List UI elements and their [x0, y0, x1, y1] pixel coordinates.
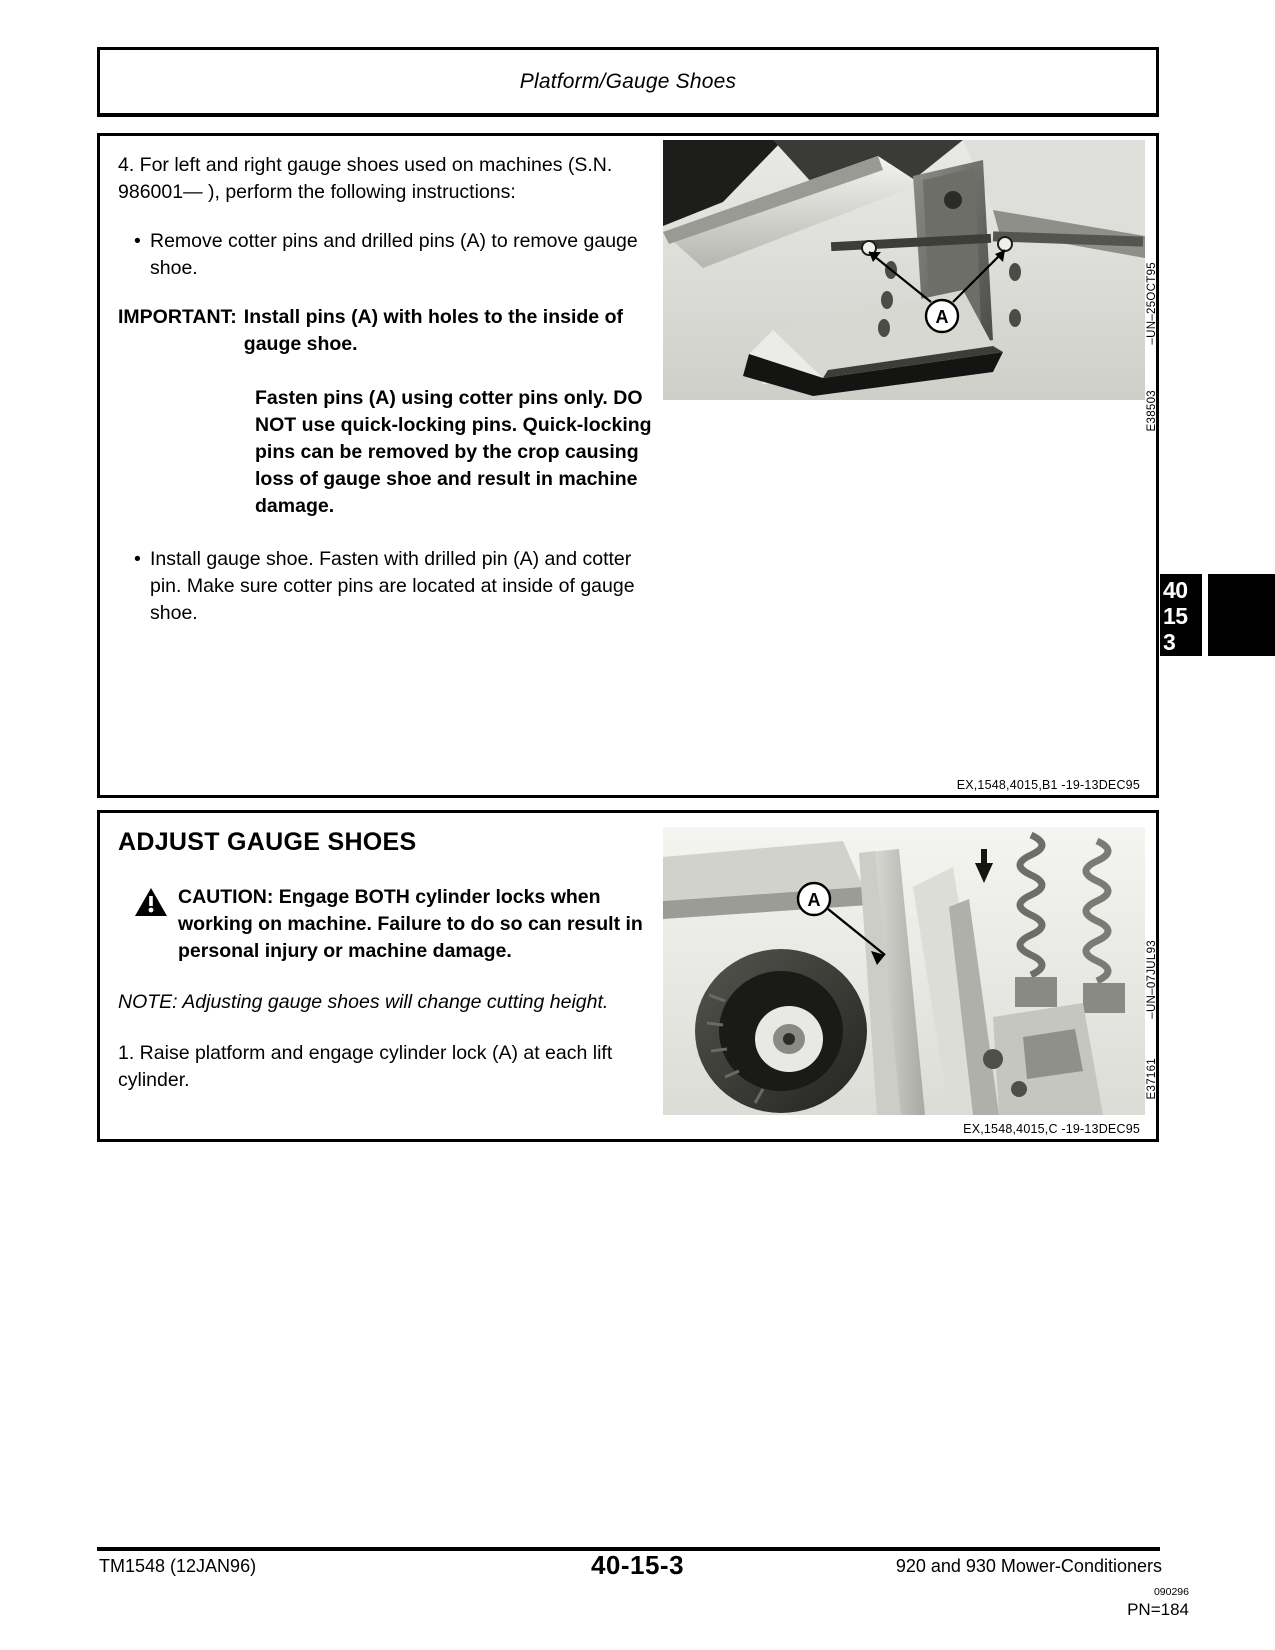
footer-pn-code: PN=184 — [1127, 1600, 1189, 1619]
photo-gauge-shoe-pins-graphic — [663, 140, 1145, 400]
caution-notice — [118, 884, 658, 965]
bullet-dot-icon: • — [134, 548, 141, 570]
photo-gauge-shoe-pins — [663, 140, 1145, 400]
section-heading-adjust-gauge-shoes: ADJUST GAUGE SHOES — [118, 828, 417, 856]
warning-triangle-icon — [134, 884, 178, 965]
section-one-text-column — [118, 152, 658, 649]
bullet-install-gauge-shoe — [118, 546, 658, 627]
bullet-remove-cotter-pins-text: Remove cotter pins and drilled pins (A) to remove gauge shoe. — [150, 230, 638, 279]
bullet-dot-icon: • — [134, 230, 141, 252]
figure-reference-two: EX,1548,4015,C -19-13DEC95 — [963, 1122, 1140, 1136]
svg-text:A: A — [807, 890, 821, 910]
footer-model-name: 920 and 930 Mower-Conditioners — [895, 1556, 1162, 1576]
section-two-text-column — [118, 829, 658, 1116]
caution-text: CAUTION: Engage BOTH cylinder locks when working on machine. Failure to do so can result in personal injury or machine damage. — [178, 886, 643, 962]
photo-one-id-code: E38503 — [1146, 390, 1158, 432]
bullet-install-gauge-shoe-text: Install gauge shoe. Fasten with drilled pin (A) and cotter pin. Make sure cotter pins are located at inside of gauge shoe. — [150, 548, 635, 624]
tab-line-3: 3 — [1163, 629, 1176, 655]
step-1-paragraph: 1. Raise platform and engage cylinder lock (A) at each lift cylinder. — [118, 1042, 613, 1091]
important-label: IMPORTANT: — [118, 306, 237, 328]
section-tab-marker — [1160, 574, 1202, 656]
important-body: Install pins (A) with holes to the inside of gauge shoe. — [243, 306, 623, 355]
photo-cylinder-lock — [663, 827, 1145, 1115]
svg-text:A: A — [935, 307, 949, 327]
note-line: NOTE: Adjusting gauge shoes will change cutting height. — [118, 991, 609, 1013]
bullet-remove-cotter-pins — [118, 228, 658, 282]
step-4-paragraph: 4. For left and right gauge shoes used on machines (S.N. 986001— ), perform the following instructions: — [118, 154, 613, 203]
figure-reference-one: EX,1548,4015,B1 -19-13DEC95 — [956, 778, 1140, 792]
running-header — [97, 47, 1159, 117]
footer-page-number: 40-15-3 — [590, 1550, 685, 1580]
footer-revision-code: 090296 — [1153, 1586, 1189, 1598]
important-continued: Fasten pins (A) using cotter pins only. DO NOT use quick-locking pins. Quick-locking pins can be removed by the crop causing loss of gauge shoe and result in machine damage. — [255, 387, 652, 517]
photo-two-date-code: –UN–07JUL93 — [1146, 940, 1158, 1019]
tab-edge-bleed — [1208, 574, 1275, 656]
footer-manual-number: TM1548 (12JAN96) — [99, 1556, 257, 1576]
tab-line-1: 40 — [1163, 577, 1188, 603]
photo-one-date-code: –UN–25OCT95 — [1146, 262, 1158, 345]
photo-cylinder-lock-graphic — [663, 827, 1145, 1115]
page-title: Platform/Gauge Shoes — [519, 69, 737, 93]
tab-line-2: 15 — [1163, 603, 1188, 629]
important-notice — [118, 304, 658, 358]
photo-two-id-code: E37161 — [1146, 1058, 1158, 1100]
